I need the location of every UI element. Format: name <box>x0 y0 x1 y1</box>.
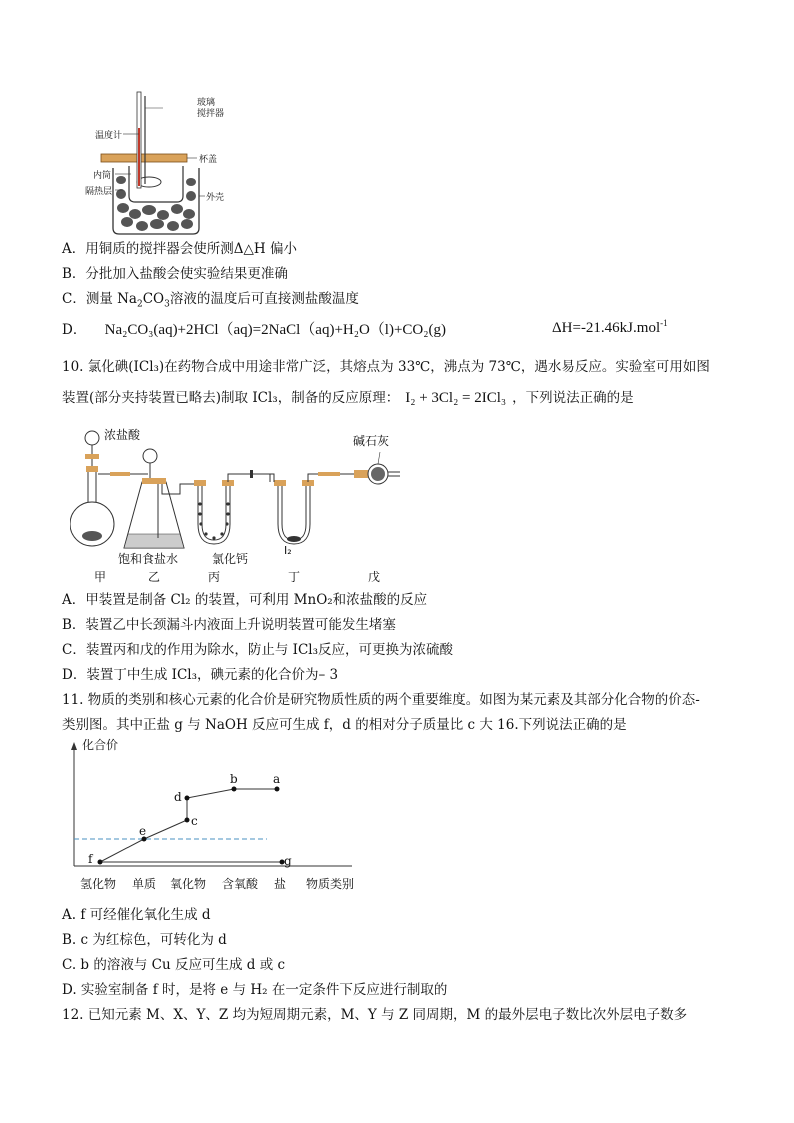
q11-stem-line2: 类别图。其中正盐 g 与 NaOH 反应可生成 f，d 的相对分子质量比 c 大 16.下列说法正确的是 <box>62 717 627 733</box>
label-i2: I₂ <box>284 544 292 557</box>
diagram-ylabel: 化合价 <box>82 738 119 752</box>
q10-option-a: A．甲装置是制备 Cl₂ 的装置，可利用 MnO₂和浓盐酸的反应 <box>62 592 428 608</box>
label-thermometer: 温度计 <box>95 131 123 141</box>
q9-option-d-dh: ΔH=-21.46kJ.mol <box>552 320 661 336</box>
q9-option-c-sub2: 3 <box>164 299 170 310</box>
q9-option-d <box>62 318 668 339</box>
label-glass-stirrer-2: 搅拌器 <box>197 109 225 119</box>
valence-class-diagram <box>62 738 382 896</box>
q10-stem-line1: 10. 氯化碘(ICl₃)在药物合成中用途非常广泛，其熔点为 33℃，沸点为 73℃，遇水易反应。实验室可用如图 <box>62 359 710 375</box>
diagram-xlabel: 物质类别 <box>306 877 355 891</box>
q9-option-c-sub1: 2 <box>136 299 143 310</box>
q10-stem-line2 <box>62 386 634 407</box>
q11-option-d: D. 实验室制备 f 时，是将 e 与 H₂ 在一定条件下反应进行制取的 <box>62 982 448 998</box>
q10-stem-line2-post: ，下列说法正确的是 <box>512 390 634 406</box>
category-oxyacid: 含氧酸 <box>222 877 259 891</box>
q10-option-d: D．装置丁中生成 ICl₃，碘元素的化合价为– 3 <box>62 667 339 683</box>
label-conc-hcl: 浓盐酸 <box>104 428 141 442</box>
label-wu: 戊 <box>368 570 381 584</box>
q9-option-d-enthalpy <box>552 318 668 337</box>
q11-option-b: B. c 为红棕色，可转化为 d <box>62 932 227 948</box>
q9-option-c-post: 溶液的温度后可直接测盐酸温度 <box>169 291 359 307</box>
q9-option-c <box>62 287 359 310</box>
calorimeter-figure <box>85 88 225 238</box>
label-cacl2: 氯化钙 <box>212 552 249 566</box>
q10-option-b: B．装置乙中长颈漏斗内液面上升说明装置可能发生堵塞 <box>62 617 396 633</box>
q10-option-c: C．装置丙和戊的作用为除水，防止与 ICl₃反应，可更换为浓硫酸 <box>62 642 454 658</box>
point-label-b: b <box>230 772 238 786</box>
label-yi: 乙 <box>148 570 161 584</box>
point-label-d: d <box>174 790 182 804</box>
q9-option-c-pre: C．测量 Na <box>62 291 137 307</box>
q11-option-c: C. b 的溶液与 Cu 反应可生成 d 或 c <box>62 957 286 973</box>
q11-option-a: A. f 可经催化氧化生成 d <box>62 907 211 923</box>
valence-diagram-svg <box>62 738 382 896</box>
label-outer-shell: 外壳 <box>206 193 225 203</box>
point-d <box>185 796 190 801</box>
q9-option-d-dh-sup: -1 <box>660 318 668 328</box>
label-bing: 丙 <box>208 570 221 584</box>
q9-option-d-equation: Na₂CO₃(aq)+2HCl（aq)=2NaCl（aq)+H₂O（l)+CO₂(g) <box>104 322 446 338</box>
category-oxide: 氧化物 <box>170 877 207 891</box>
apparatus-figure <box>70 424 410 584</box>
label-lid: 杯盖 <box>199 155 218 165</box>
point-label-c: c <box>191 814 198 828</box>
q12-stem-line1: 12. 已知元素 M、X、Y、Z 均为短周期元素，M、Y 与 Z 同周期，M 的最外层电子数比次外层电子数多 <box>62 1007 688 1023</box>
q9-option-b: B．分批加入盐酸会使实验结果更准确 <box>62 266 288 282</box>
q10-stem-line2-pre: 装置(部分夹持装置已略去)制取 ICl₃，制备的反应原理： <box>62 390 400 406</box>
label-inner-cup: 内筒 <box>93 171 112 181</box>
point-label-e: e <box>139 824 147 838</box>
point-label-f: f <box>88 852 93 866</box>
category-element: 单质 <box>132 877 157 891</box>
label-insulation: 隔热层 <box>85 187 113 197</box>
q9-option-d-label: D． <box>62 322 87 338</box>
label-ding: 丁 <box>288 570 301 584</box>
label-jia: 甲 <box>94 570 107 584</box>
label-soda-lime: 碱石灰 <box>353 434 390 448</box>
q11-stem-line1: 11. 物质的类别和核心元素的化合价是研究物质性质的两个重要维度。如图为某元素及其部分化合物的价态- <box>62 692 700 708</box>
category-hydride: 氢化物 <box>80 877 117 891</box>
point-label-a: a <box>273 772 281 786</box>
point-c <box>185 818 190 823</box>
point-b <box>232 787 237 792</box>
label-glass-stirrer-1: 玻璃 <box>197 98 216 108</box>
q9-option-a: A．用铜质的搅拌器会使所测Δ△H 偏小 <box>62 241 297 257</box>
category-salt: 盐 <box>274 877 287 891</box>
point-label-g: g <box>284 854 292 868</box>
point-a <box>275 787 280 792</box>
q9-option-c-mid: CO <box>142 291 165 307</box>
q10-stem-equation: I₂ + 3Cl₂ = 2ICl₃ <box>405 390 507 406</box>
point-f <box>98 860 103 865</box>
label-sat-brine: 饱和食盐水 <box>118 552 179 566</box>
